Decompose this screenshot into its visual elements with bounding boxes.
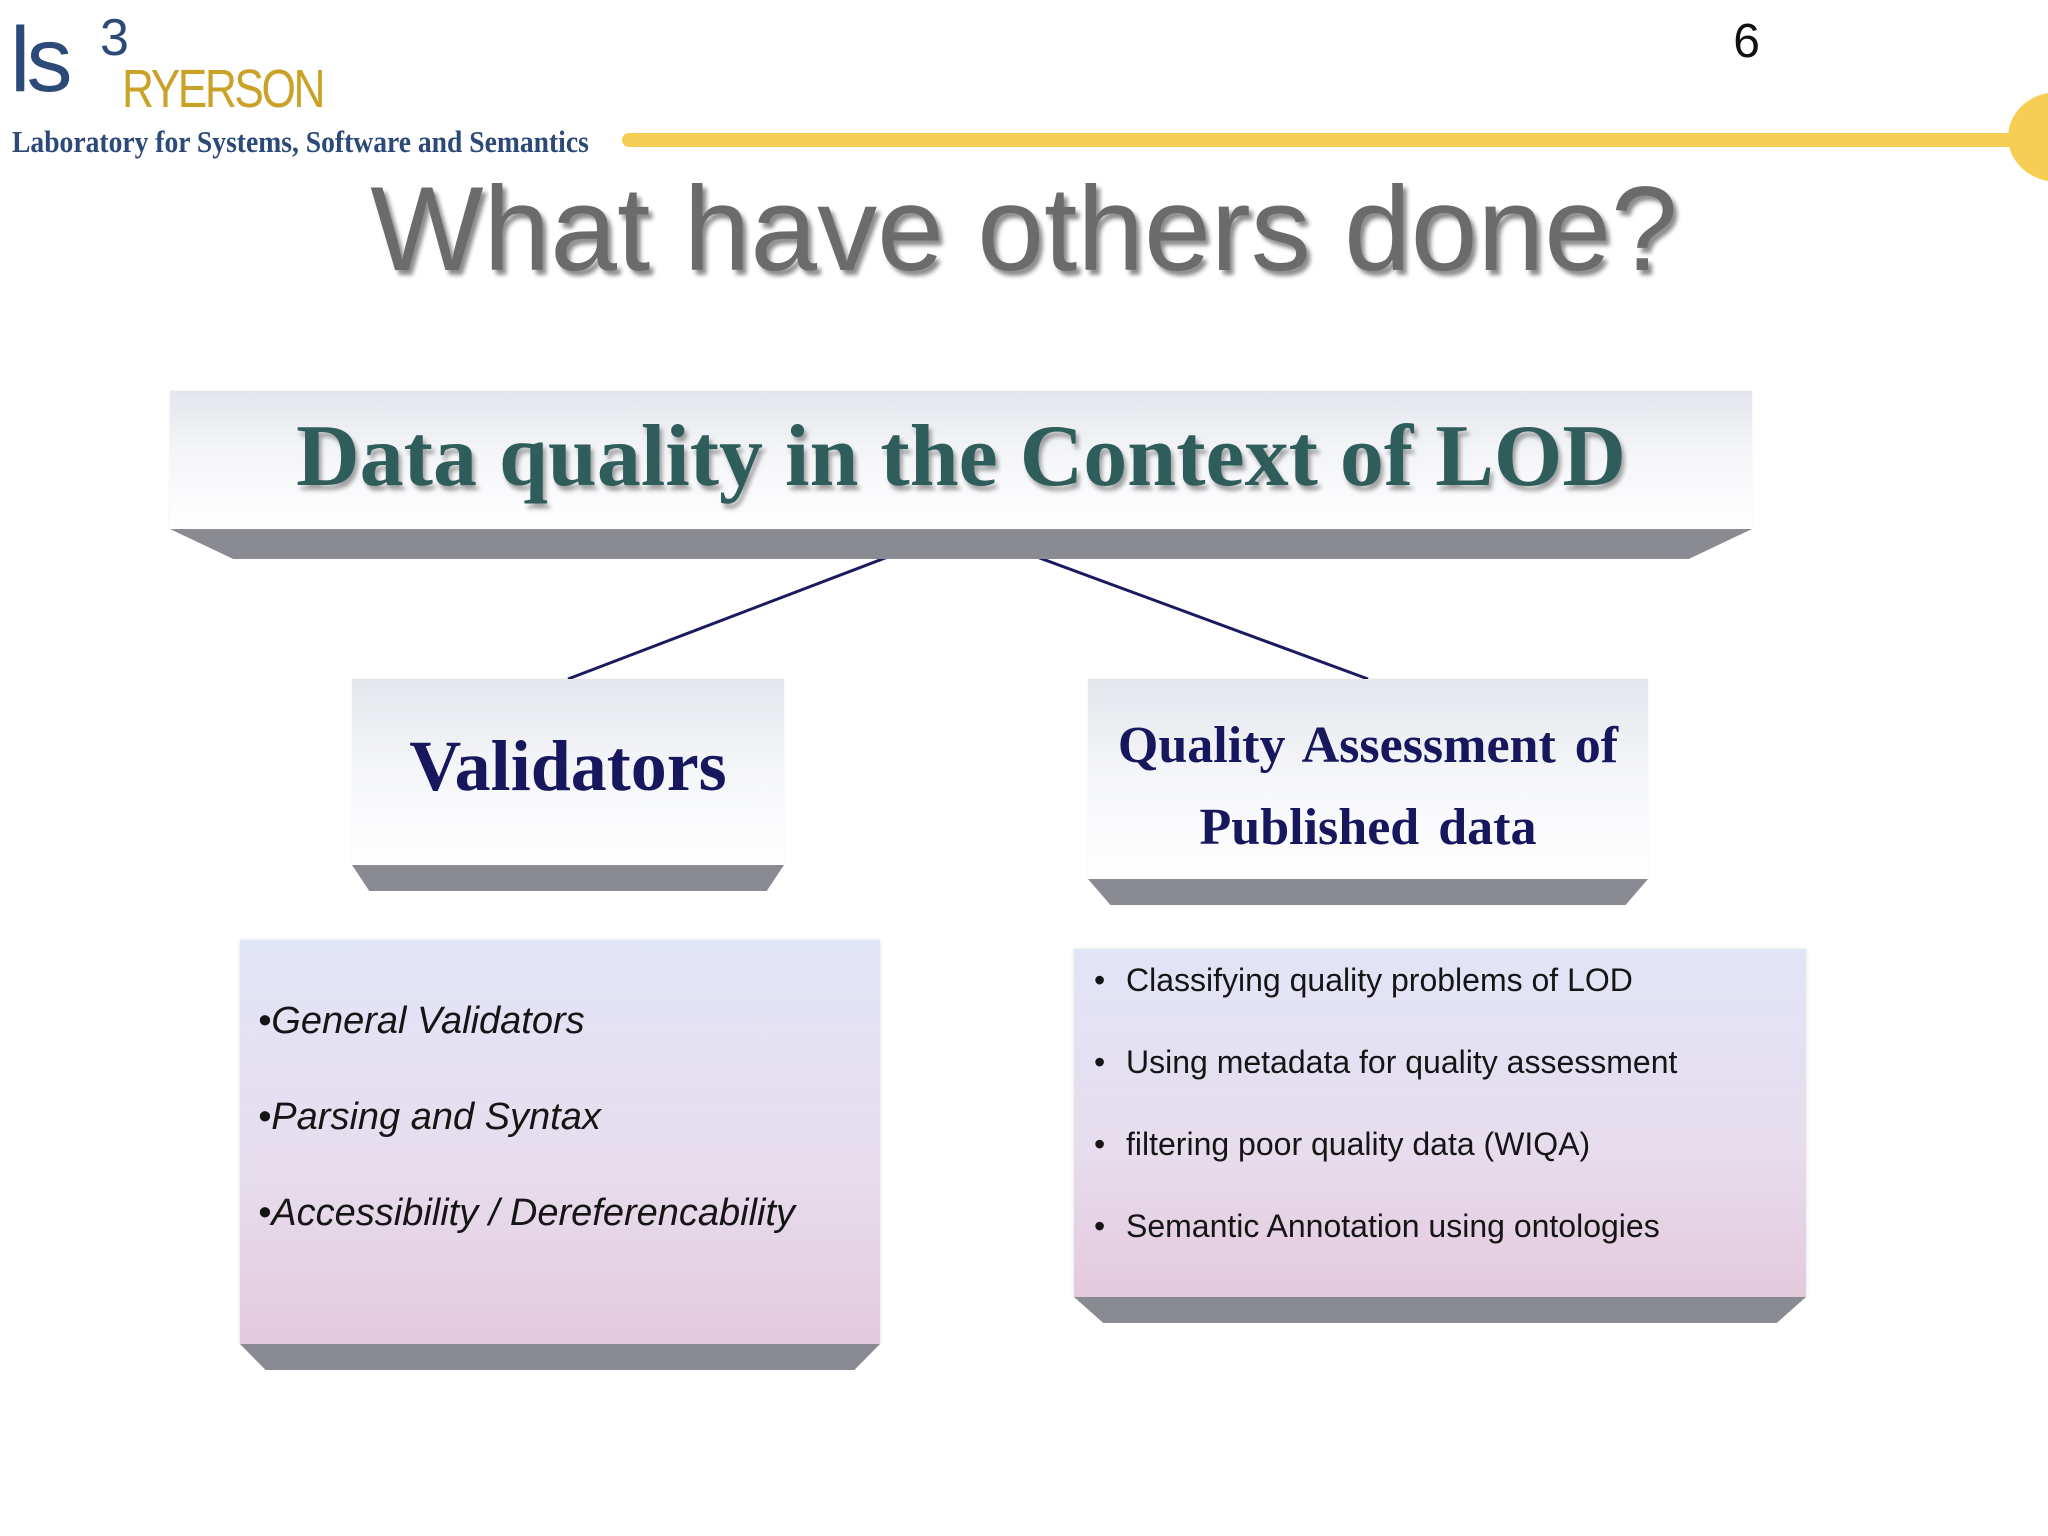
quality-assessment-list-item [1094,1044,1677,1081]
quality-assessment-label [1060,705,1676,869]
quality-assessment-item-text: Semantic Annotation using ontologies [1126,1208,1660,1244]
main-topic-label: Data quality in the Context of LOD [296,408,1626,505]
bullet-icon: • [1094,962,1106,998]
quality-assessment-item-text: filtering poor quality data (WIQA) [1126,1126,1591,1162]
logo-ls-text: ls [10,9,69,111]
main-topic-box-base [170,529,1752,559]
bullet-icon: • [1094,1126,1106,1162]
quality-assessment-label-line2: Published data [1199,799,1537,856]
bullet-icon: • [1094,1044,1106,1080]
logo-ryerson: RYERSON [122,59,323,119]
quality-assessment-item-text: Classifying quality problems of LOD [1126,962,1633,998]
slide-number: 6 [1733,15,1760,68]
quality-assessment-item-text: Using metadata for quality assessment [1126,1044,1678,1080]
validators-list-item: •Accessibility / Dereferencability [258,1192,796,1234]
quality-assessment-label-line1: Quality Assessment of [1117,717,1619,774]
validators-list-item: •General Validators [258,1000,585,1042]
validators-label: Validators [409,726,727,806]
quality-assessment-list-item [1094,962,1633,999]
validators-list-item: •Parsing and Syntax [258,1096,601,1138]
logo-lab-name: Laboratory for Systems, Software and Semantics [12,124,589,159]
header-accent-bar [622,133,2048,147]
bullet-icon: • [1094,1208,1106,1244]
validators-box-base [352,865,784,891]
quality-assessment-box-base [1088,879,1648,905]
quality-assessment-list-item [1094,1208,1660,1245]
slide-title: What have others done? [370,162,1678,296]
logo-superscript: 3 [100,9,129,67]
quality-assessment-list-panel-base [1074,1297,1806,1323]
validators-list-panel-base [240,1344,880,1370]
quality-assessment-list-item [1094,1126,1590,1163]
